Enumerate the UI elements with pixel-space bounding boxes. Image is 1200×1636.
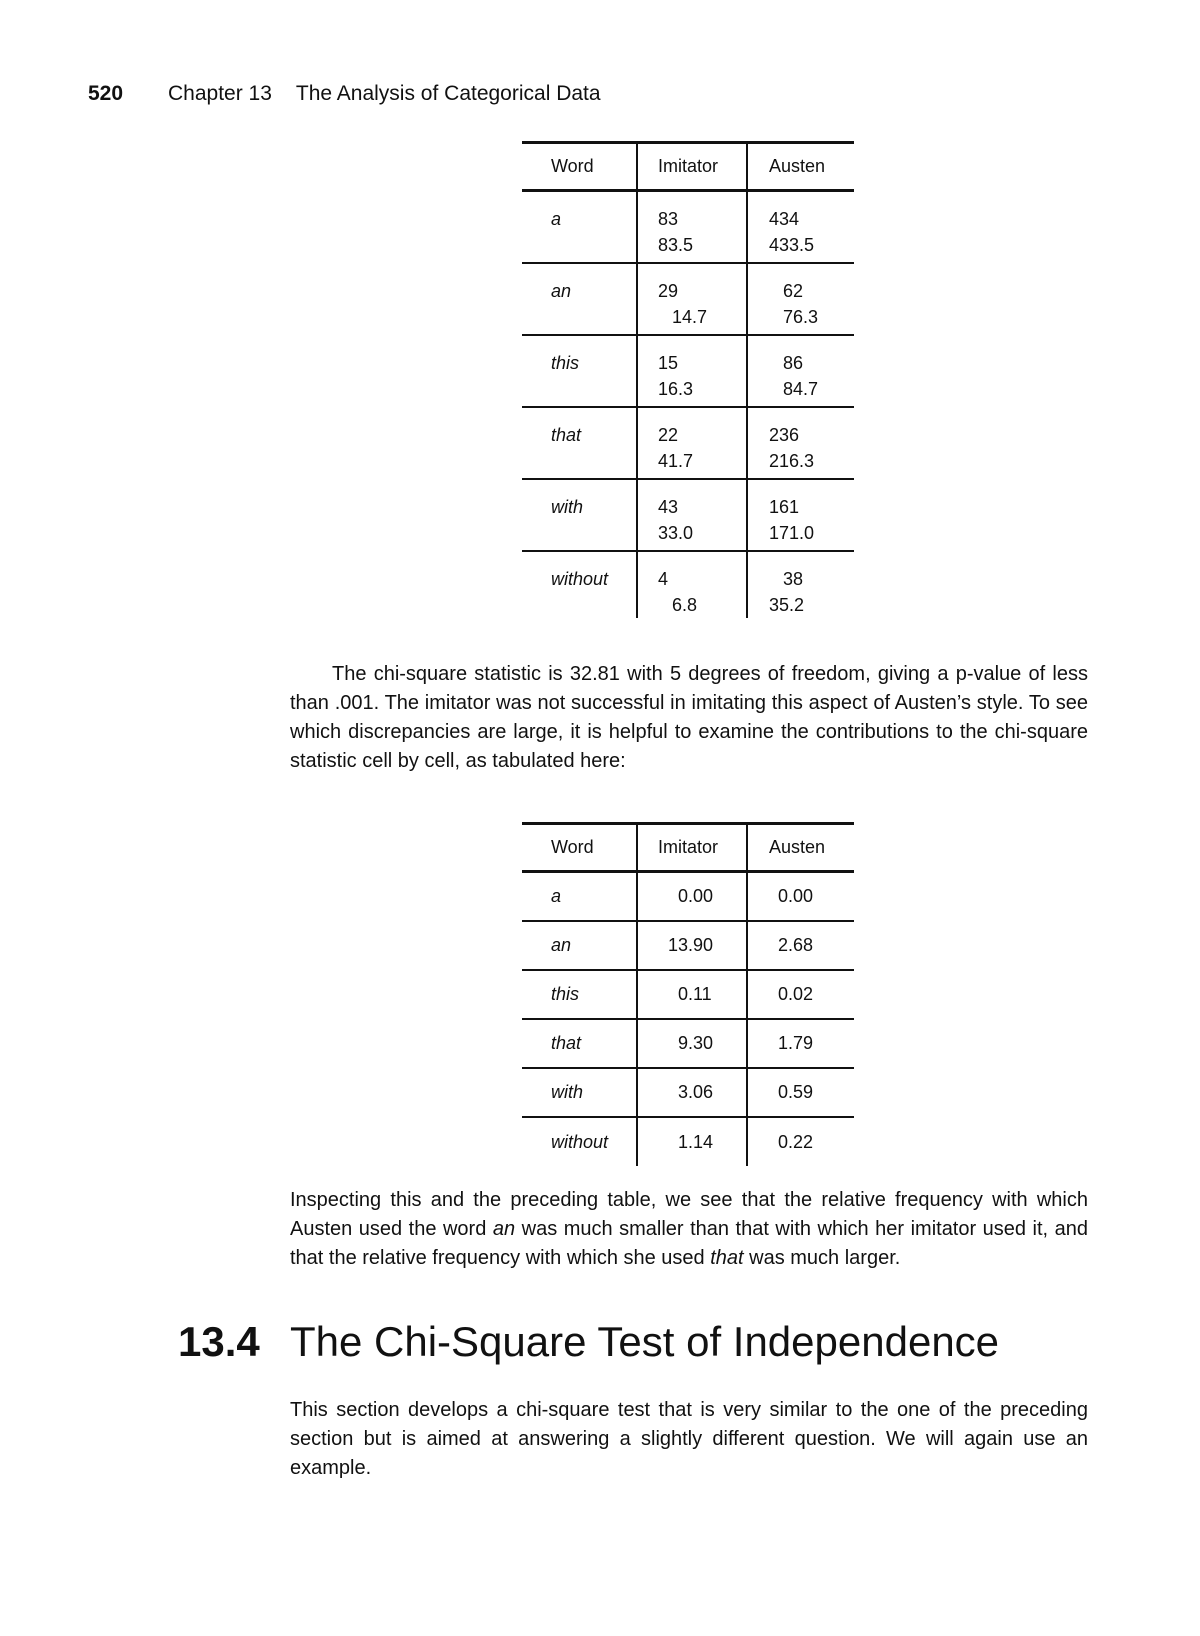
chapter-title: The Analysis of Categorical Data [295, 82, 601, 105]
expected-value: 84.7 [783, 378, 819, 399]
austen-cell [747, 263, 854, 335]
header-imitator: Imitator [637, 824, 747, 872]
chi-square-contributions-table [522, 822, 854, 1166]
observed-value: 38 [783, 568, 804, 589]
header-word: Word [522, 143, 637, 191]
austen-cell [747, 551, 854, 618]
table-row [522, 479, 854, 551]
section-heading [178, 1318, 999, 1366]
expected-value: 83.5 [658, 235, 694, 255]
emphasis-word: that [710, 1247, 744, 1269]
expected-value: 216.3 [769, 450, 815, 471]
observed-value: 62 [783, 280, 804, 301]
table-row [522, 1019, 854, 1068]
table-row [522, 970, 854, 1019]
expected-value: 433.5 [769, 235, 815, 255]
word-cell: that [522, 1019, 637, 1068]
table-row [522, 407, 854, 479]
imitator-cell: 0.11 [637, 970, 747, 1019]
imitator-cell [637, 551, 747, 618]
header-austen: Austen [747, 824, 854, 872]
paragraph-text: was much larger. [743, 1247, 901, 1269]
expected-value: 41.7 [658, 450, 694, 471]
austen-cell: 0.22 [747, 1117, 854, 1166]
header-word: Word [522, 824, 637, 872]
austen-cell: 2.68 [747, 921, 854, 970]
paragraph-inspection [290, 1186, 1088, 1273]
table-row [522, 872, 854, 922]
paragraph-chi-square-result [290, 660, 1088, 776]
observed-value: 43 [658, 496, 679, 517]
chapter-label: Chapter 13 [168, 82, 272, 105]
paragraph-text: was much smaller than that with which her imitator used it, and that the relative frequency with which she used [290, 1218, 1088, 1269]
word-cell: without [551, 1132, 609, 1152]
austen-cell [747, 335, 854, 407]
observed-expected-table [522, 141, 854, 618]
word-cell: that [522, 407, 637, 479]
paragraph-text: Inspecting this and the preceding table, we see that the relative frequency with which Austen used the word [290, 1189, 1088, 1240]
austen-cell: 1.79 [747, 1019, 854, 1068]
expected-value: 33.0 [658, 522, 694, 543]
table-header-row [522, 824, 854, 872]
expected-value: 35.2 [769, 594, 805, 615]
word-cell: an [522, 921, 637, 970]
imitator-cell [637, 263, 747, 335]
imitator-cell: 1.14 [637, 1117, 747, 1166]
word-cell: an [522, 263, 637, 335]
observed-value: 29 [658, 280, 679, 301]
table-row [522, 263, 854, 335]
word-cell: without [551, 568, 609, 589]
austen-cell: 0.02 [747, 970, 854, 1019]
table-row [522, 551, 854, 618]
expected-value: 6.8 [672, 594, 698, 615]
table-row [522, 921, 854, 970]
imitator-cell [637, 407, 747, 479]
expected-value: 14.7 [672, 306, 708, 327]
austen-cell [747, 191, 854, 263]
word-cell: with [522, 1068, 637, 1117]
observed-value: 434 [769, 209, 800, 229]
section-number: 13.4 [178, 1318, 260, 1365]
observed-value: 4 [658, 568, 669, 589]
header-austen: Austen [747, 143, 854, 191]
word-cell: this [522, 970, 637, 1019]
austen-cell [747, 479, 854, 551]
emphasis-word: an [492, 1218, 516, 1240]
imitator-cell: 13.90 [637, 921, 747, 970]
expected-value: 76.3 [783, 306, 819, 327]
observed-value: 83 [658, 209, 679, 229]
section-title: The Chi-Square Test of Independence [290, 1318, 1000, 1365]
header-imitator: Imitator [637, 143, 747, 191]
imitator-cell [637, 191, 747, 263]
austen-cell: 0.00 [747, 872, 854, 922]
word-cell: a [522, 191, 637, 263]
imitator-cell: 3.06 [637, 1068, 747, 1117]
austen-cell: 0.59 [747, 1068, 854, 1117]
table-row [522, 1117, 854, 1166]
word-cell: this [522, 335, 637, 407]
austen-cell [747, 407, 854, 479]
observed-value: 22 [658, 424, 679, 445]
imitator-cell [637, 479, 747, 551]
table-row [522, 1068, 854, 1117]
paragraph-text: The chi-square statistic is 32.81 with 5 degrees of freedom, giving a p-value of less than .001. The imitator was not successful in imitating this aspect of Austen’s style. To see which discrepancies are large, it is helpful to examine the contributions to the chi-square statistic cell by cell, as tabulated here: [290, 663, 1088, 772]
paragraph-text: This section develops a chi-square test that is very similar to the one of the preceding section but is aimed at answering a slightly different question. We will again use an example. [290, 1399, 1088, 1479]
table-header-row [522, 143, 854, 191]
table-row [522, 335, 854, 407]
observed-value: 161 [769, 496, 800, 517]
word-cell: a [522, 872, 637, 922]
imitator-cell [637, 335, 747, 407]
paragraph-section-intro [290, 1396, 1088, 1483]
imitator-cell: 9.30 [637, 1019, 747, 1068]
observed-value: 15 [658, 352, 679, 373]
expected-value: 171.0 [769, 522, 815, 543]
table-row [522, 191, 854, 263]
running-head [88, 82, 601, 106]
word-cell: with [522, 479, 637, 551]
page-number: 520 [88, 82, 124, 105]
imitator-cell: 0.00 [637, 872, 747, 922]
observed-value: 236 [769, 424, 800, 445]
expected-value: 16.3 [658, 378, 694, 399]
observed-value: 86 [783, 352, 804, 373]
